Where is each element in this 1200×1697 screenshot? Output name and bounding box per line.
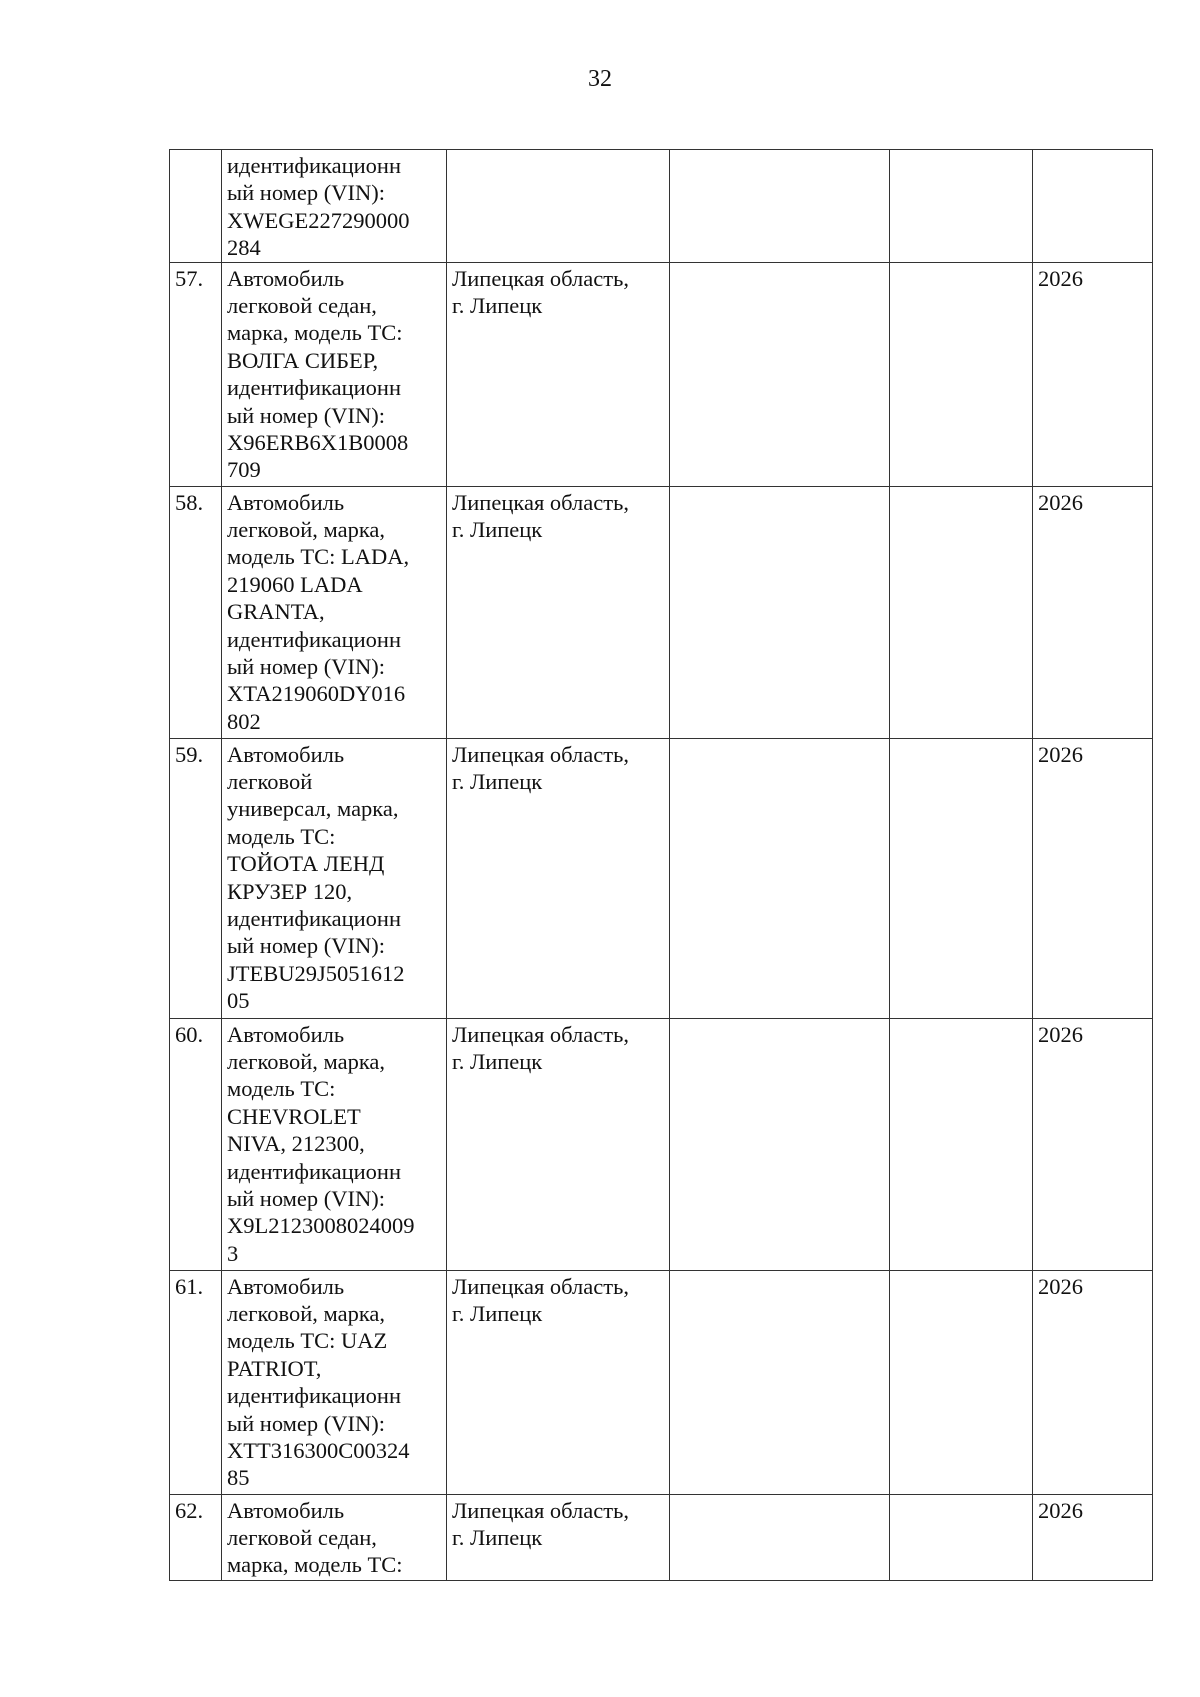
table-row: [170, 486, 1153, 738]
table-row: [170, 738, 1153, 1018]
empty-cell: [890, 1270, 1033, 1494]
row-number: 57.: [170, 262, 222, 486]
empty-cell: [890, 738, 1033, 1018]
row-number: 59.: [170, 738, 222, 1018]
row-number: [170, 150, 222, 263]
vehicle-location: Липецкая область, г. Липецк: [447, 1270, 670, 1494]
empty-cell: [890, 1018, 1033, 1270]
vehicle-location: Липецкая область, г. Липецк: [447, 738, 670, 1018]
empty-cell: [890, 262, 1033, 486]
table-row: [170, 1494, 1153, 1580]
vehicle-description: Автомобиль легковой, марка, модель ТС: CHEVROLET NIVA, 212300, идентификационн ый номер (VIN): X9L2123008024009 3: [222, 1018, 447, 1270]
year-cell: 2026: [1033, 1270, 1153, 1494]
vehicle-description: Автомобиль легковой седан, марка, модель ТС: ВОЛГА СИБЕР, идентификационн ый номер (VIN): X96ERB6X1B0008 709: [222, 262, 447, 486]
table-row: [170, 262, 1153, 486]
page-number: 32: [588, 66, 612, 92]
year-cell: 2026: [1033, 1018, 1153, 1270]
row-number: 58.: [170, 486, 222, 738]
row-number: 60.: [170, 1018, 222, 1270]
vehicle-registry-table: [169, 149, 1153, 1581]
vehicle-description: Автомобиль легковой седан, марка, модель ТС:: [222, 1494, 447, 1580]
vehicle-location: Липецкая область, г. Липецк: [447, 1494, 670, 1580]
table-row: [170, 1018, 1153, 1270]
vehicle-location: [447, 150, 670, 263]
table-row: [170, 1270, 1153, 1494]
empty-cell: [670, 486, 890, 738]
empty-cell: [890, 1494, 1033, 1580]
year-cell: [1033, 150, 1153, 263]
table-row: [170, 150, 1153, 263]
row-number: 62.: [170, 1494, 222, 1580]
empty-cell: [670, 1018, 890, 1270]
empty-cell: [670, 1494, 890, 1580]
empty-cell: [670, 1270, 890, 1494]
row-number: 61.: [170, 1270, 222, 1494]
vehicle-description: Автомобиль легковой, марка, модель ТС: UAZ PATRIOT, идентификационн ый номер (VIN): XTT316300C00324 85: [222, 1270, 447, 1494]
empty-cell: [890, 486, 1033, 738]
vehicle-location: Липецкая область, г. Липецк: [447, 486, 670, 738]
empty-cell: [670, 150, 890, 263]
vehicle-description: Автомобиль легковой, марка, модель ТС: LADA, 219060 LADA GRANTA, идентификационн ый номер (VIN): XTA219060DY016 802: [222, 486, 447, 738]
empty-cell: [890, 150, 1033, 263]
vehicle-location: Липецкая область, г. Липецк: [447, 262, 670, 486]
vehicle-description: Автомобиль легковой универсал, марка, модель ТС: ТОЙОТА ЛЕНД КРУЗЕР 120, идентификационн ый номер (VIN): JTEBU29J5051612 05: [222, 738, 447, 1018]
vehicle-location: Липецкая область, г. Липецк: [447, 1018, 670, 1270]
empty-cell: [670, 738, 890, 1018]
year-cell: 2026: [1033, 262, 1153, 486]
empty-cell: [670, 262, 890, 486]
year-cell: 2026: [1033, 738, 1153, 1018]
year-cell: 2026: [1033, 486, 1153, 738]
year-cell: 2026: [1033, 1494, 1153, 1580]
vehicle-description: идентификационн ый номер (VIN): XWEGE227290000 284: [222, 150, 447, 263]
